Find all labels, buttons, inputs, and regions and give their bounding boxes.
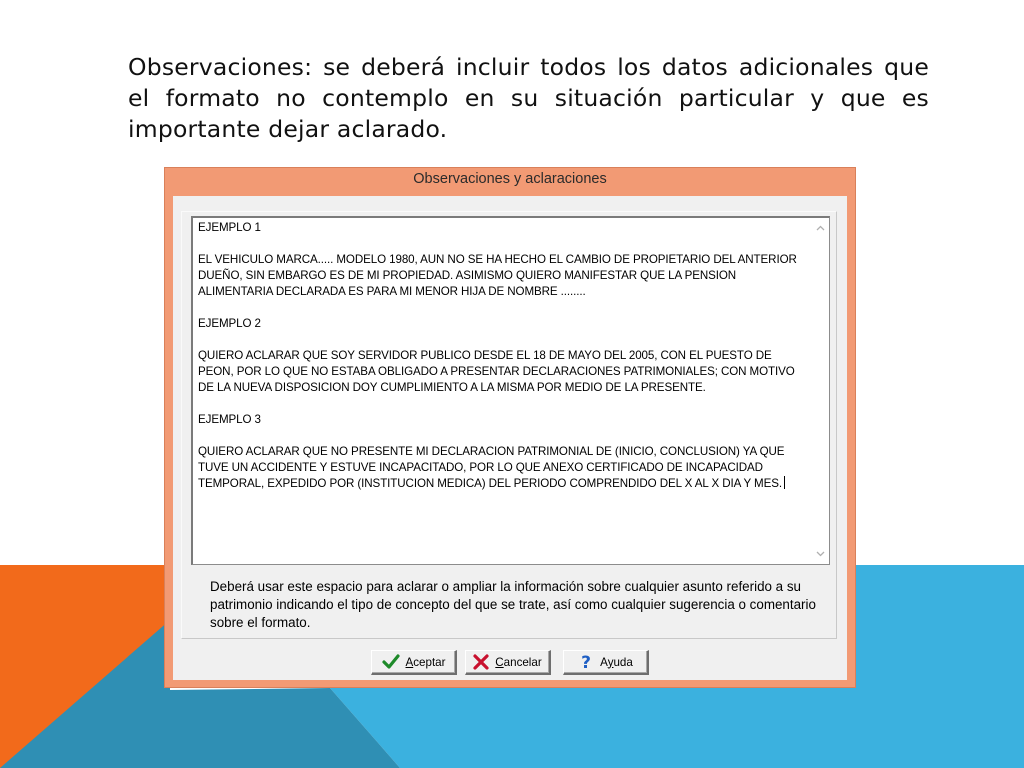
help-label: Ayuda <box>600 655 633 669</box>
memo-panel <box>181 211 837 639</box>
cancel-button[interactable] <box>465 650 551 675</box>
svg-text:?: ? <box>581 653 592 671</box>
scroll-down-icon[interactable] <box>816 549 825 558</box>
text-caret <box>784 476 785 489</box>
help-button[interactable] <box>563 650 649 675</box>
cancel-label: Cancelar <box>495 655 542 669</box>
observations-textarea[interactable] <box>191 216 830 565</box>
dialog-title: Observaciones y aclaraciones <box>413 171 607 187</box>
observations-dialog <box>164 167 856 688</box>
x-mark-icon <box>473 654 489 670</box>
blue-band-right <box>854 565 1024 768</box>
dialog-body <box>173 196 847 680</box>
scroll-up-icon[interactable] <box>816 224 825 233</box>
checkmark-icon <box>382 654 400 670</box>
help-hint-text: Deberá usar este espacio para aclarar o ampliar la información sobre cualquier asunto referido a su patrimonio indicando el tipo de concepto del que se trate, así como cualquier sugerencia o comentario sobre el formato. <box>210 579 816 630</box>
slide-paragraph: Observaciones: se deberá incluir todos los datos adicionales que el formato no contemplo en su situación particular y que es importante dejar aclarado. <box>128 53 929 143</box>
vertical-scrollbar[interactable] <box>812 218 829 564</box>
blue-band-bottom <box>330 688 860 768</box>
memo-text: EJEMPLO 1 EL VEHICULO MARCA..... MODELO 1980, AUN NO SE HA HECHO EL CAMBIO DE PROPIETARIO DEL ANTERIOR DUEÑO, SIN EMBARGO ES DE MI PROPIEDAD. ASIMISMO QUIERO MANIFESTAR QUE LA PENSION ALIMENTARIA DECLARADA ES PARA MI MENOR HIJA DE NOMBRE ........ EJEMPLO 2 QUIERO ACLARAR QUE SOY SERVIDOR PUBLICO DESDE EL 18 DE MAYO DEL 2005, CON EL PUESTO DE PEON, POR LO QUE NO ESTABA OBLIGADO A PRESENTAR DECLARACIONES PATRIMONIALES; CON MOTIVO DE LA NUEVA DISPOSICION DOY CUMPLIMIENTO A LA MISMA POR MEDIO DE LA PRESENTE. EJEMPLO 3 QUIERO ACLARAR QUE NO PRESENTE MI DECLARACION PATRIMONIAL DE (INICIO, CONCLUSION) YA QUE TUVE UN ACCIDENTE Y ESTUVE INCAPACITADO, POR LO QUE ANEXO CERTIFICADO DE INCAPACIDAD TEMPORAL, EXPEDIDO POR (INSTITUCION MEDICA) DEL PERIODO COMPRENDIDO DEL X AL X DIA Y MES. <box>198 221 797 490</box>
question-mark-icon <box>578 653 594 671</box>
accept-button[interactable] <box>371 650 457 675</box>
memo-content[interactable] <box>198 220 803 492</box>
accept-label: Aceptar <box>405 655 446 669</box>
